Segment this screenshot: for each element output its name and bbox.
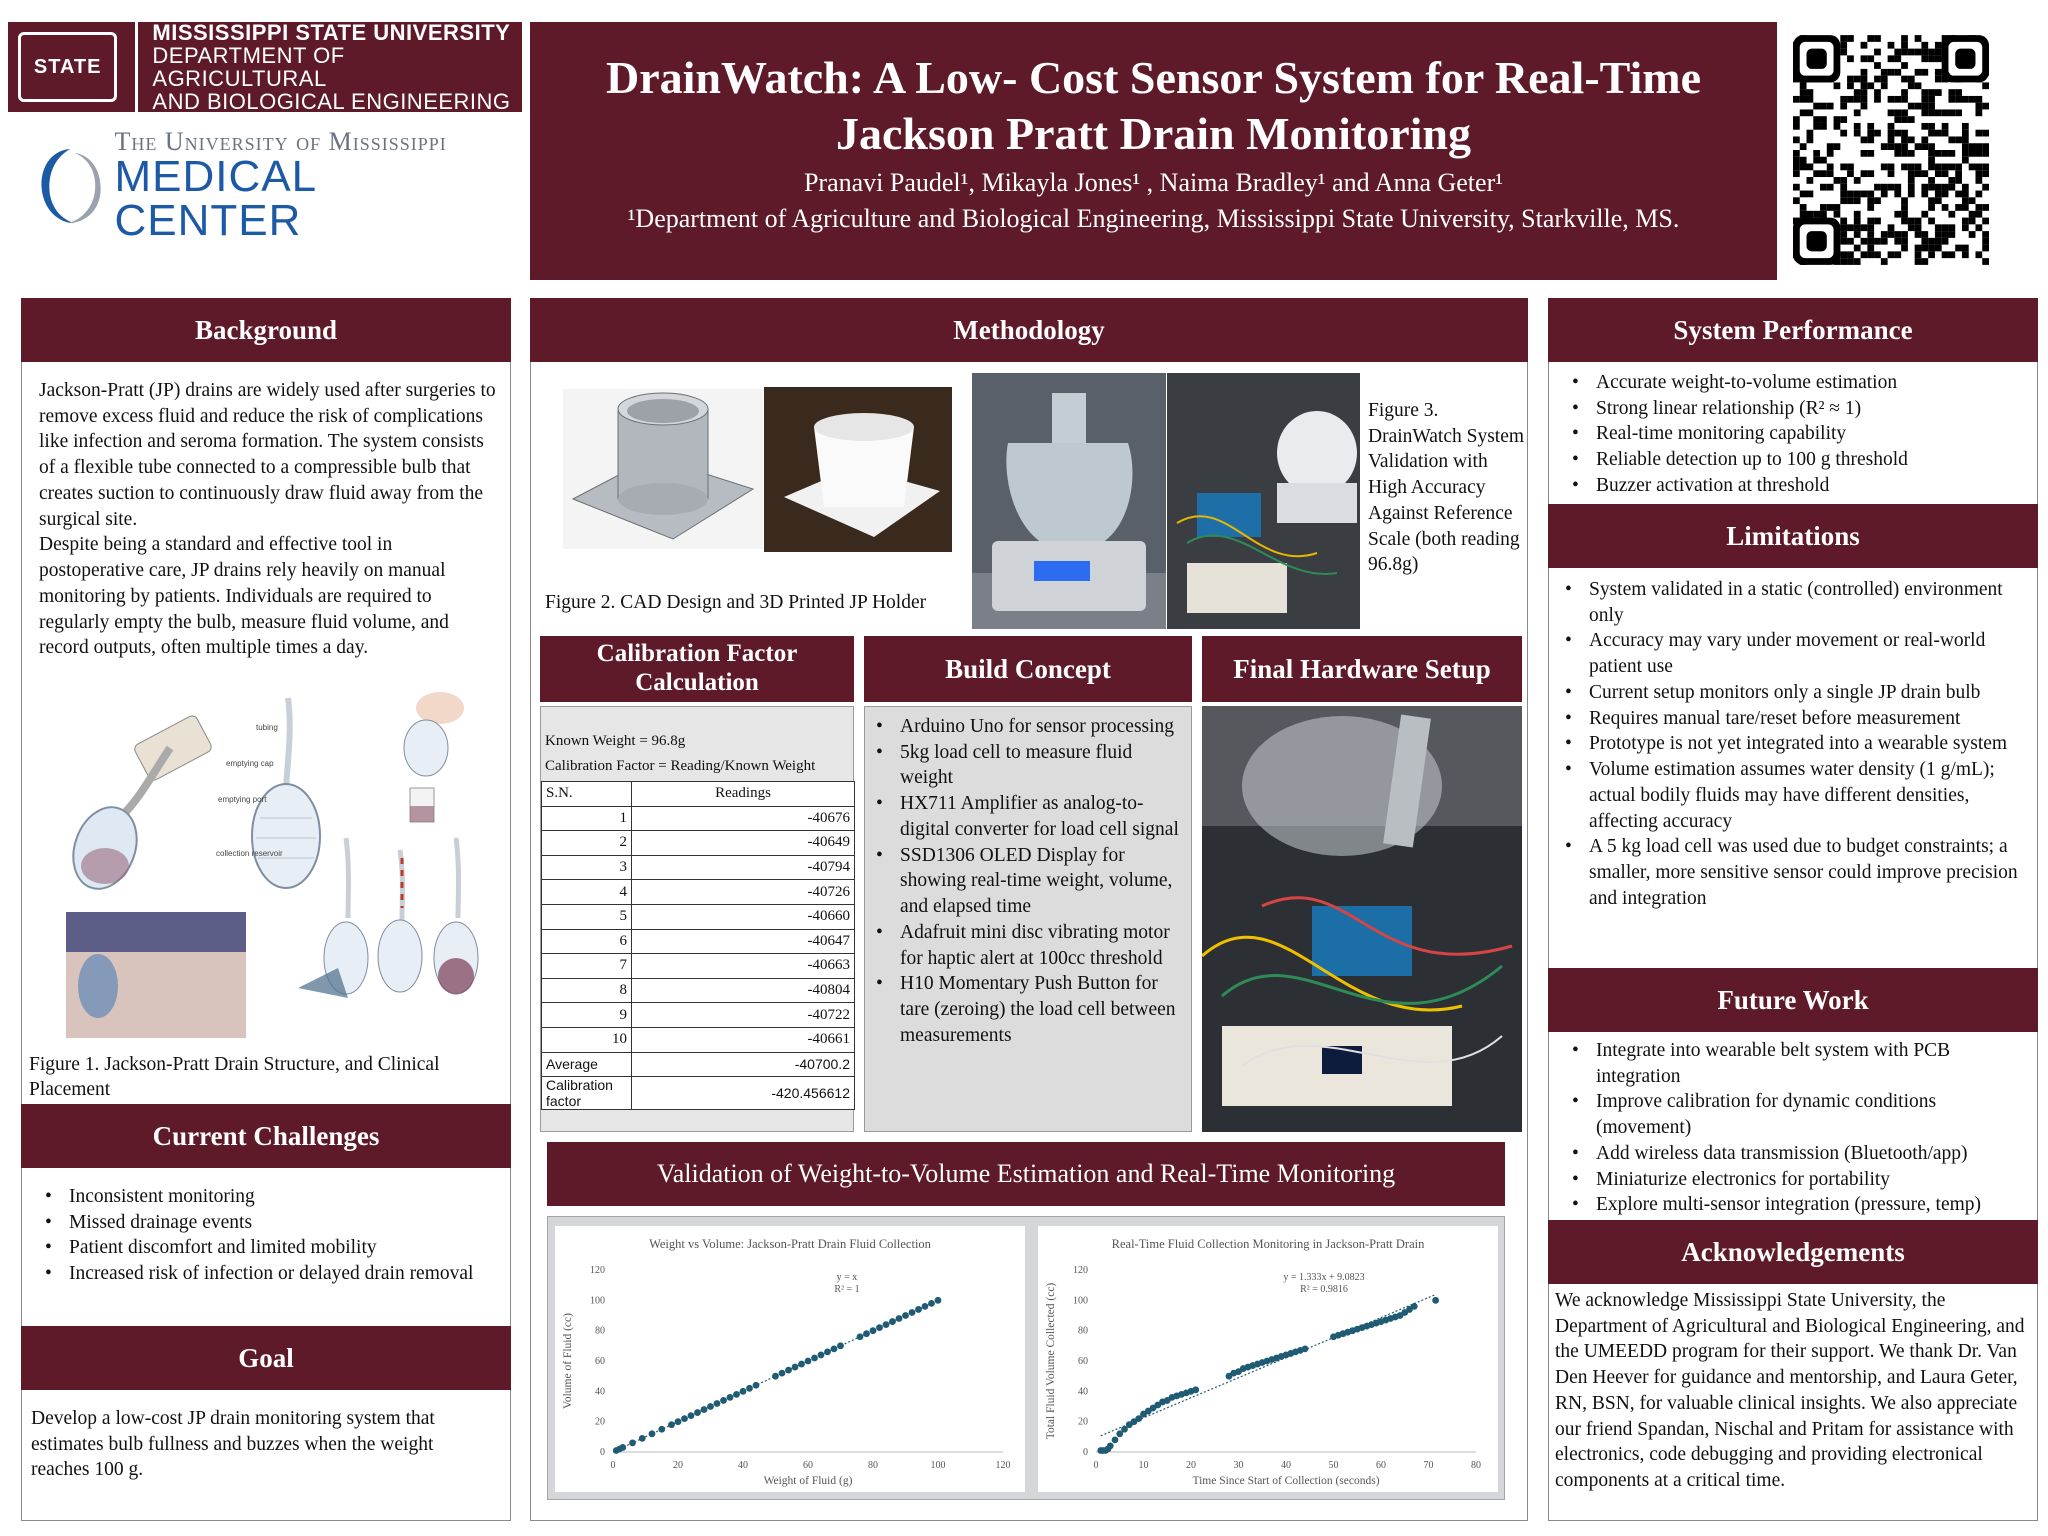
data-point — [857, 1333, 864, 1340]
future-item: • Miniaturize electronics for portability — [1560, 1167, 2032, 1193]
x-tick-label: 0 — [610, 1460, 616, 1471]
data-point — [935, 1297, 942, 1304]
fig1-label-port: emptying port — [218, 795, 267, 804]
data-point — [753, 1382, 760, 1389]
data-point — [694, 1409, 701, 1416]
trend-equation: y = 1.333x + 9.0823 — [1283, 1272, 1365, 1283]
y-tick-label: 80 — [1078, 1325, 1088, 1337]
calibration-sn: 1 — [542, 806, 632, 831]
data-point — [805, 1358, 812, 1365]
future-item: • Explore multi-sensor integration (pressure, temp) — [1560, 1192, 2032, 1218]
calibration-sn: 2 — [542, 831, 632, 856]
data-point — [714, 1400, 721, 1407]
umc-wordmark — [114, 126, 496, 245]
y-tick-label: 120 — [590, 1265, 605, 1276]
data-point — [785, 1367, 792, 1374]
data-point — [675, 1418, 682, 1425]
data-point — [811, 1355, 818, 1362]
limitation-item: • System validated in a static (controlled) environment only — [1553, 577, 2023, 628]
calibration-average-row — [542, 1052, 855, 1077]
x-tick-label: 10 — [1138, 1460, 1149, 1471]
x-tick-label: 120 — [995, 1460, 1011, 1471]
fig1-label-cap: emptying cap — [226, 759, 274, 768]
build-item: • H10 Momentary Push Button for tare (zeroing) the load cell between measurements — [864, 971, 1188, 1048]
calibration-average-value: -40700.2 — [632, 1052, 855, 1077]
data-point — [1411, 1303, 1418, 1310]
challenges-list — [33, 1184, 493, 1287]
trend-equation: y = x — [836, 1272, 858, 1283]
future-item: • Add wireless data transmission (Bluetooth/app) — [1560, 1141, 2032, 1167]
data-point — [792, 1364, 799, 1371]
build-item: • Arduino Uno for sensor processing — [864, 714, 1188, 740]
calibration-row — [542, 1003, 855, 1028]
umc-line2: MEDICAL CENTER — [114, 151, 316, 245]
y-tick-label: 40 — [1078, 1386, 1088, 1398]
data-point — [1432, 1297, 1439, 1304]
y-axis-label: Total Fluid Volume Collected (cc) — [1045, 1282, 1057, 1440]
msu-line1: MISSISSIPPI STATE UNIVERSITY — [152, 19, 511, 45]
limitations-heading: Limitations — [1548, 504, 2038, 568]
x-tick-label: 30 — [1233, 1460, 1244, 1471]
data-point — [727, 1394, 734, 1401]
y-tick-label: 0 — [600, 1447, 605, 1458]
data-point — [922, 1303, 929, 1310]
authors: Pranavi Paudel¹, Mikayla Jones¹ , Naima Bradley¹ and Anna Geter¹ — [803, 168, 1504, 198]
calibration-reading: -40647 — [632, 929, 855, 954]
performance-list — [1560, 370, 2030, 499]
calibration-sn: 9 — [542, 1003, 632, 1028]
figure2-caption: Figure 2. CAD Design and 3D Printed JP Holder — [545, 592, 927, 613]
realtime-collection-chart — [1038, 1226, 1498, 1492]
msu-line2: DEPARTMENT OF AGRICULTURAL — [152, 42, 345, 91]
x-tick-label: 100 — [930, 1460, 946, 1471]
data-point — [1112, 1436, 1119, 1443]
calibration-reading: -40649 — [632, 831, 855, 856]
calibration-table — [541, 781, 855, 1110]
chart-title: Real-Time Fluid Collection Monitoring in Jackson-Pratt Drain — [1111, 1237, 1425, 1251]
calibration-sn: 3 — [542, 855, 632, 880]
trend-r2: R² = 0.9816 — [1300, 1284, 1348, 1295]
jp-drain-illustration — [60, 688, 490, 1040]
x-axis-label: Weight of Fluid (g) — [763, 1475, 853, 1487]
background-p2: Despite being a standard and effective tool in postoperative care, JP drains rely heavily on manual monitoring by patients. Individuals are required to regularly empty the bulb, measure fluid volume, and record outputs, often multiple times a day. — [39, 534, 449, 659]
calibration-row — [542, 929, 855, 954]
x-tick-label: 20 — [1186, 1460, 1196, 1471]
data-point — [870, 1327, 877, 1334]
affiliation: ¹Department of Agriculture and Biological Engineering, Mississippi State University, Starkville, MS. — [627, 204, 1680, 234]
performance-item: • Reliable detection up to 100 g threshold — [1560, 447, 2030, 473]
data-point — [701, 1406, 708, 1413]
calibration-row — [542, 831, 855, 856]
calibration-sn: 8 — [542, 978, 632, 1003]
background-heading: Background — [21, 298, 511, 362]
data-point — [772, 1373, 779, 1380]
calibration-factor-value: -420.456612 — [632, 1077, 855, 1110]
msu-line3: AND BIOLOGICAL ENGINEERING — [152, 89, 511, 115]
build-heading: Build Concept — [864, 636, 1192, 702]
calibration-sn: 7 — [542, 954, 632, 979]
y-axis-label: Volume of Fluid (cc) — [562, 1313, 574, 1409]
msu-seal: STATE — [18, 32, 117, 102]
calibration-row — [542, 855, 855, 880]
data-point — [1107, 1443, 1114, 1450]
data-point — [1192, 1386, 1199, 1393]
data-point — [733, 1391, 740, 1398]
calibration-reading: -40726 — [632, 880, 855, 905]
data-point — [896, 1315, 903, 1322]
reference-scale-photo — [972, 373, 1166, 629]
data-point — [746, 1385, 753, 1392]
calibration-sn: 6 — [542, 929, 632, 954]
data-point — [649, 1430, 656, 1437]
qr-code-icon — [1793, 34, 1989, 266]
final-hardware-photo — [1202, 706, 1522, 1132]
calibration-reading: -40722 — [632, 1003, 855, 1028]
challenges-heading: Current Challenges — [21, 1104, 511, 1168]
fig1-label-tubing: tubing — [256, 723, 278, 732]
data-point — [831, 1345, 838, 1352]
calibration-reading: -40794 — [632, 855, 855, 880]
calibration-row — [542, 1027, 855, 1052]
future-item: • Integrate into wearable belt system with PCB integration — [1560, 1038, 2032, 1089]
data-point — [889, 1318, 896, 1325]
x-tick-label: 80 — [868, 1460, 878, 1471]
x-tick-label: 60 — [803, 1460, 813, 1471]
umc-logo — [36, 126, 496, 245]
validation-heading: Validation of Weight-to-Volume Estimation and Real-Time Monitoring — [547, 1142, 1505, 1206]
col-sn: S.N. — [542, 782, 632, 807]
performance-item: • Buzzer activation at threshold — [1560, 473, 2030, 499]
y-tick-label: 80 — [595, 1325, 605, 1337]
calibration-formula: Calibration Factor = Reading/Known Weight — [545, 758, 816, 774]
y-tick-label: 40 — [595, 1386, 605, 1398]
background-text — [39, 378, 499, 661]
data-point — [876, 1324, 883, 1331]
data-point — [824, 1349, 831, 1356]
build-item: • 5kg load cell to measure fluid weight — [864, 740, 1188, 791]
data-point — [915, 1306, 922, 1313]
limitations-list — [1553, 577, 2023, 912]
build-item: • Adafruit mini disc vibrating motor for haptic alert at 100cc threshold — [864, 920, 1188, 971]
umc-line1: The University of Mississippi — [114, 126, 447, 156]
figure3-caption: Figure 3. DrainWatch System Validation with High Accuracy Against Reference Scale (both reading 96.8g) — [1368, 400, 1525, 576]
calibration-factor-label: Calibration factor — [542, 1077, 632, 1110]
performance-item: • Real-time monitoring capability — [1560, 421, 2030, 447]
known-weight: Known Weight = 96.8g — [545, 733, 686, 749]
build-item: • SSD1306 OLED Display for showing real-time weight, volume, and elapsed time — [864, 843, 1188, 920]
data-point — [619, 1444, 626, 1451]
limitation-item: • Current setup monitors only a single JP drain bulb — [1553, 680, 2023, 706]
hardware-heading: Final Hardware Setup — [1202, 636, 1522, 702]
build-list — [864, 714, 1188, 1049]
challenge-item: • Inconsistent monitoring — [33, 1184, 493, 1210]
y-tick-label: 20 — [1078, 1416, 1088, 1428]
trend-r2: R² = 1 — [834, 1284, 860, 1295]
limitation-item: • Prototype is not yet integrated into a wearable system — [1553, 731, 2023, 757]
goal-text: Develop a low-cost JP drain monitoring system that estimates bulb fullness and buzzes when the weight reaches 100 g. — [31, 1408, 435, 1481]
data-point — [863, 1330, 870, 1337]
data-point — [658, 1426, 665, 1433]
data-point — [928, 1300, 935, 1307]
future-item: • Improve calibration for dynamic conditions (movement) — [1560, 1089, 2032, 1140]
data-point — [720, 1397, 727, 1404]
x-tick-label: 70 — [1423, 1460, 1434, 1471]
ack-heading: Acknowledgements — [1548, 1220, 2038, 1284]
calibration-table-box — [540, 706, 854, 1132]
drainwatch-setup-photo — [1167, 373, 1360, 629]
calibration-reading: -40661 — [632, 1027, 855, 1052]
data-point — [639, 1435, 646, 1442]
data-point — [798, 1361, 805, 1368]
data-point — [629, 1440, 636, 1447]
y-tick-label: 20 — [595, 1416, 605, 1428]
x-axis-label: Time Since Start of Collection (seconds) — [1192, 1475, 1380, 1487]
data-point — [1302, 1345, 1309, 1352]
calibration-sn: 5 — [542, 904, 632, 929]
3d-printed-holder-photo — [764, 387, 952, 552]
data-point — [681, 1415, 688, 1422]
data-point — [883, 1321, 890, 1328]
data-point — [779, 1370, 786, 1377]
y-tick-label: 100 — [590, 1295, 605, 1307]
performance-item: • Strong linear relationship (R² ≈ 1) — [1560, 396, 2030, 422]
calibration-sn: 4 — [542, 880, 632, 905]
calibration-row — [542, 880, 855, 905]
performance-heading: System Performance — [1548, 298, 2038, 362]
calibration-row — [542, 954, 855, 979]
y-tick-label: 120 — [1073, 1265, 1088, 1276]
weight-vs-volume-chart — [555, 1226, 1025, 1492]
calibration-row — [542, 904, 855, 929]
calibration-reading: -40663 — [632, 954, 855, 979]
x-tick-label: 60 — [1376, 1460, 1386, 1471]
trendline — [1101, 1295, 1436, 1436]
y-tick-label: 100 — [1073, 1295, 1088, 1307]
future-heading: Future Work — [1548, 968, 2038, 1032]
calibration-sn: 10 — [542, 1027, 632, 1052]
data-point — [902, 1312, 909, 1319]
y-tick-label: 60 — [1078, 1356, 1088, 1367]
calibration-row — [542, 806, 855, 831]
ack-text: We acknowledge Mississippi State University, the Department of Agricultural and Biological Engineering, and the UMEEDD program for their support. We thank Dr. Van Den Heever for guidance and mentorship, and Laura Geter, RN, BSN, for valuable clinical insights. We also appreciate our friend Spandan, Nischal and Pritam for assistance with electronics, code debugging and providing electronical components at a critical time. — [1555, 1290, 2025, 1492]
performance-item: • Accurate weight-to-volume estimation — [1560, 370, 2030, 396]
calibration-average-label: Average — [542, 1052, 632, 1077]
challenge-item: • Patient discomfort and limited mobility — [33, 1235, 493, 1261]
poster-title: DrainWatch: A Low- Cost Sensor System for Real-Time Jackson Pratt Drain Monitoring — [605, 52, 1701, 160]
limitation-item: • A 5 kg load cell was used due to budget constraints; a smaller, more sensitive sensor could improve precision and integration — [1553, 834, 2023, 911]
calibration-reading: -40804 — [632, 978, 855, 1003]
calibration-reading: -40676 — [632, 806, 855, 831]
methodology-heading: Methodology — [530, 298, 1528, 362]
calibration-row — [542, 978, 855, 1003]
background-p1: Jackson-Pratt (JP) drains are widely used after surgeries to remove excess fluid and reduce the risk of complications like infection and seroma formation. The system consists of a flexible tube connected to a compressible bulb that creates suction to continuously draw fluid away from the surgical site. — [39, 380, 496, 530]
limitation-item: • Volume estimation assumes water density (1 g/mL); actual bodily fluids may have different densities, affecting accuracy — [1553, 757, 2023, 834]
chart-title: Weight vs Volume: Jackson-Pratt Drain Fluid Collection — [649, 1237, 931, 1251]
msu-wordmark — [135, 21, 522, 113]
x-tick-label: 40 — [738, 1460, 748, 1471]
umc-mark-icon — [36, 141, 104, 231]
challenge-item: • Missed drainage events — [33, 1210, 493, 1236]
calibration-heading: Calibration Factor Calculation — [540, 636, 854, 702]
fig1-label-reservoir: collection reservoir — [216, 849, 283, 858]
challenge-item: • Increased risk of infection or delayed drain removal — [33, 1261, 493, 1287]
data-point — [688, 1412, 695, 1419]
x-tick-label: 50 — [1328, 1460, 1339, 1471]
title-banner — [530, 22, 1777, 280]
calibration-factor-row — [542, 1077, 855, 1110]
limitation-item: • Accuracy may vary under movement or real-world patient use — [1553, 628, 2023, 679]
x-tick-label: 40 — [1281, 1460, 1291, 1471]
x-tick-label: 0 — [1093, 1460, 1099, 1471]
y-tick-label: 60 — [595, 1356, 605, 1367]
data-point — [740, 1388, 747, 1395]
future-list — [1560, 1038, 2032, 1218]
limitation-item: • Requires manual tare/reset before measurement — [1553, 706, 2023, 732]
figure1-caption: Figure 1. Jackson-Pratt Drain Structure, and Clinical Placement — [29, 1054, 440, 1101]
build-item: • HX711 Amplifier as analog-to-digital converter for load cell signal — [864, 791, 1188, 842]
calibration-reading: -40660 — [632, 904, 855, 929]
col-readings: Readings — [632, 782, 855, 807]
data-point — [668, 1421, 675, 1428]
data-point — [707, 1403, 714, 1410]
data-point — [909, 1309, 916, 1316]
msu-logo — [8, 19, 522, 115]
x-tick-label: 80 — [1471, 1460, 1481, 1471]
goal-heading: Goal — [21, 1326, 511, 1390]
y-tick-label: 0 — [1083, 1447, 1088, 1458]
data-point — [837, 1342, 844, 1349]
cad-design-image — [563, 389, 763, 549]
data-point — [818, 1352, 825, 1359]
x-tick-label: 20 — [673, 1460, 683, 1471]
